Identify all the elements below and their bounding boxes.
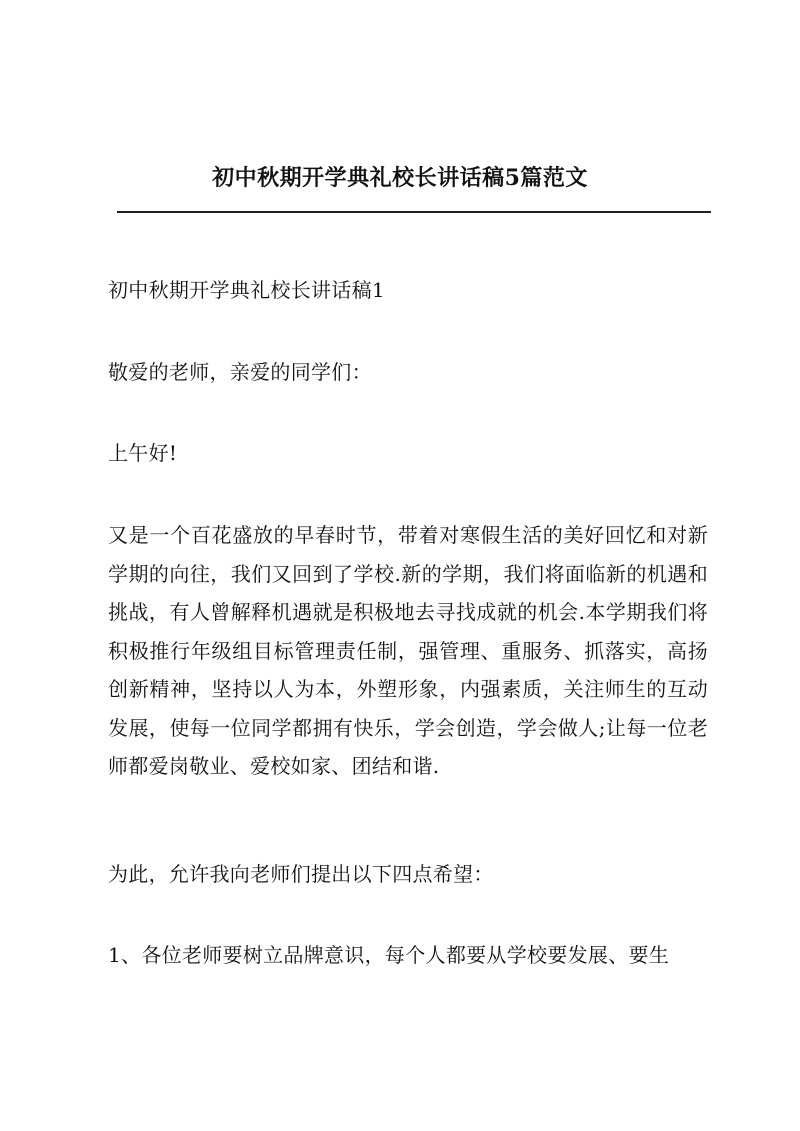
document-title: 初中秋期开学典礼校长讲话稿5篇范文 bbox=[212, 165, 588, 191]
list-item-1: 1、各位老师要树立品牌意识，每个人都要从学校要发展、要生 bbox=[108, 943, 670, 967]
intro-paragraph: 为此，允许我向老师们提出以下四点希望： bbox=[108, 862, 494, 886]
title-divider bbox=[117, 211, 711, 213]
section-heading: 初中秋期开学典礼校长讲话稿1 bbox=[108, 278, 385, 302]
greeting-paragraph: 上午好! bbox=[108, 441, 178, 465]
body-paragraph: 又是一个百花盛放的早春时节，带着对寒假生活的美好回忆和对新学期的向往，我们又回到了学校.新的学期，我们将面临新的机遇和挑战，有人曾解释机遇就是积极地去寻找成就的机会.本学期我们将积极推行年级组目标管理责任制，强管理、重服务、抓落实，高扬创新精神，坚持以人为本，外塑形象，内强素质，关注师生的互动发展，使每一位同学都拥有快乐，学会创造，学会做人;让每一位老师都爱岗敬业、爱校如家、团结和谐. bbox=[108, 523, 708, 778]
salutation-paragraph: 敬爱的老师，亲爱的同学们： bbox=[108, 360, 372, 384]
